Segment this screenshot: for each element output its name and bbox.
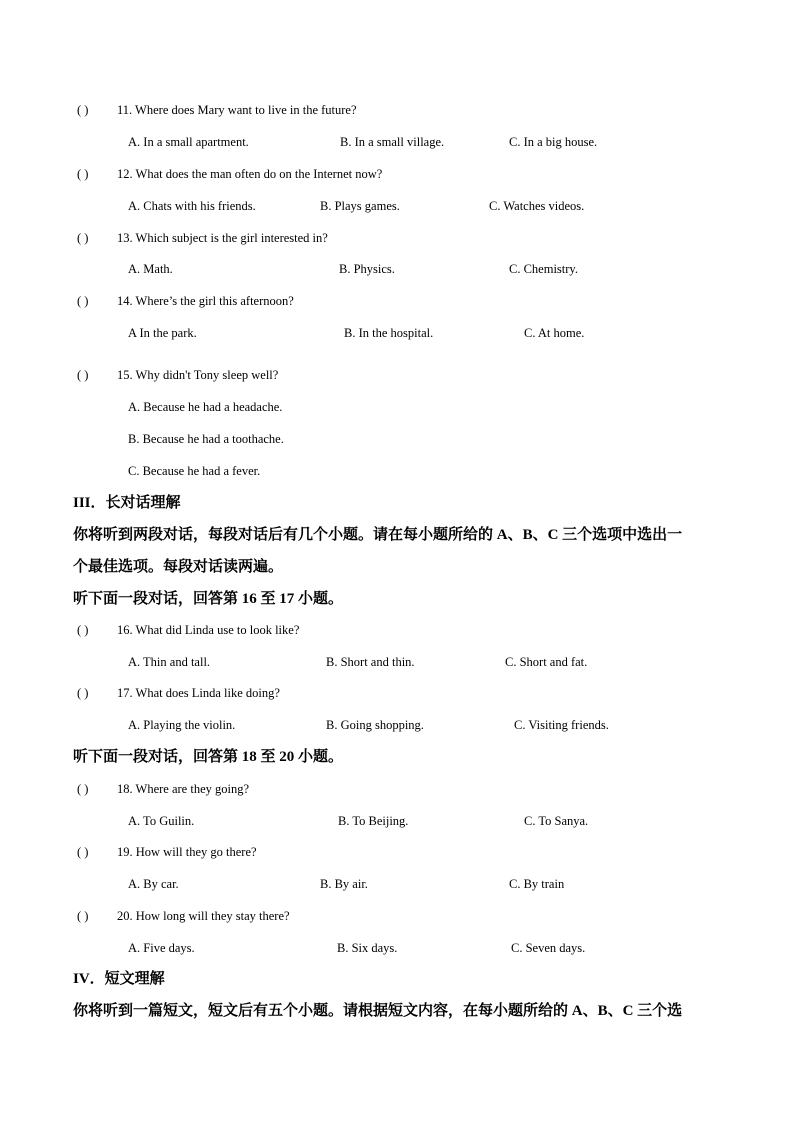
- option-a: A In the park.: [128, 326, 197, 340]
- question-text: 12. What does the man often do on the Internet now?: [117, 167, 383, 181]
- option-c: C. By train: [509, 877, 565, 891]
- answer-blank[interactable]: ( ): [77, 167, 89, 181]
- answer-blank[interactable]: ( ): [77, 623, 89, 637]
- option-c: C. At home.: [524, 326, 585, 340]
- option-a: A. Math.: [128, 262, 173, 276]
- option-c: C. Visiting friends.: [514, 718, 609, 732]
- option-b: B. In the hospital.: [344, 326, 434, 340]
- options-17: [0, 717, 794, 733]
- option-b: B. In a small village.: [340, 135, 445, 149]
- option-b: B. Plays games.: [320, 199, 400, 213]
- options-16: [0, 654, 794, 670]
- option-a: A. Thin and tall.: [128, 655, 211, 669]
- question-text: 20. How long will they stay there?: [117, 909, 290, 923]
- question-text: 14. Where’s the girl this afternoon?: [117, 294, 294, 308]
- option-a: A. Chats with his friends.: [128, 199, 256, 213]
- question-text: 19. How will they go there?: [117, 845, 257, 859]
- options-18: [0, 813, 794, 829]
- section-heading: III．长对话理解: [73, 495, 181, 511]
- option-c: C. To Sanya.: [524, 814, 589, 828]
- answer-blank[interactable]: ( ): [77, 782, 89, 796]
- instructions-line-2: 个最佳选项。每段对话读两遍。: [73, 559, 284, 575]
- option-c: C. Short and fat.: [505, 655, 588, 669]
- answer-blank[interactable]: ( ): [77, 103, 89, 117]
- options-15-c: [0, 463, 794, 479]
- option-a: A. Because he had a headache.: [128, 400, 283, 414]
- option-c: C. In a big house.: [509, 135, 598, 149]
- answer-blank[interactable]: ( ): [77, 909, 89, 923]
- option-a: A. In a small apartment.: [128, 135, 249, 149]
- option-c: C. Watches videos.: [489, 199, 585, 213]
- options-20: [0, 940, 794, 956]
- options-12: [0, 198, 794, 214]
- options-11: [0, 134, 794, 150]
- answer-blank[interactable]: ( ): [77, 845, 89, 859]
- question-15: [0, 367, 794, 383]
- instructions-line-1: 你将听到两段对话，每段对话后有几个小题。请在每小题所给的 A、B、C 三个选项中选出一: [73, 527, 683, 543]
- question-text: 15. Why didn't Tony sleep well?: [117, 368, 279, 382]
- question-text: 18. Where are they going?: [117, 782, 250, 796]
- options-15-b: [0, 431, 794, 447]
- sub-instruction: 听下面一段对话，回答第 16 至 17 小题。: [73, 591, 344, 607]
- option-c: C. Chemistry.: [509, 262, 578, 276]
- question-11: [0, 102, 794, 118]
- question-text: 17. What does Linda like doing?: [117, 686, 280, 700]
- question-18: [0, 781, 794, 797]
- options-19: [0, 876, 794, 892]
- option-c: C. Because he had a fever.: [128, 464, 261, 478]
- option-b: B. To Beijing.: [338, 814, 409, 828]
- sub-instruction: 听下面一段对话，回答第 18 至 20 小题。: [73, 749, 344, 765]
- option-a: A. Playing the violin.: [128, 718, 236, 732]
- answer-blank[interactable]: ( ): [77, 368, 89, 382]
- option-c: C. Seven days.: [511, 941, 586, 955]
- options-15-a: [0, 399, 794, 415]
- question-12: [0, 166, 794, 182]
- option-b: B. Six days.: [337, 941, 398, 955]
- option-a: A. To Guilin.: [128, 814, 195, 828]
- answer-blank[interactable]: ( ): [77, 231, 89, 245]
- answer-blank[interactable]: ( ): [77, 686, 89, 700]
- question-text: 11. Where does Mary want to live in the future?: [117, 103, 357, 117]
- option-a: A. By car.: [128, 877, 179, 891]
- option-a: A. Five days.: [128, 941, 195, 955]
- section-heading: IV．短文理解: [73, 971, 165, 987]
- option-b: B. Because he had a toothache.: [128, 432, 284, 446]
- option-b: B. Short and thin.: [326, 655, 415, 669]
- question-text: 13. Which subject is the girl interested in?: [117, 231, 328, 245]
- answer-blank[interactable]: ( ): [77, 294, 89, 308]
- question-14: [0, 293, 794, 309]
- question-16: [0, 622, 794, 638]
- option-b: B. Going shopping.: [326, 718, 424, 732]
- question-text: 16. What did Linda use to look like?: [117, 623, 300, 637]
- question-20: [0, 908, 794, 924]
- options-14: [0, 325, 794, 341]
- instructions-line-1: 你将听到一篇短文，短文后有五个小题。请根据短文内容，在每小题所给的 A、B、C 三个选: [73, 1003, 683, 1019]
- question-19: [0, 844, 794, 860]
- option-b: B. Physics.: [339, 262, 395, 276]
- option-b: B. By air.: [320, 877, 368, 891]
- options-13: [0, 261, 794, 277]
- question-13: [0, 230, 794, 246]
- question-17: [0, 685, 794, 701]
